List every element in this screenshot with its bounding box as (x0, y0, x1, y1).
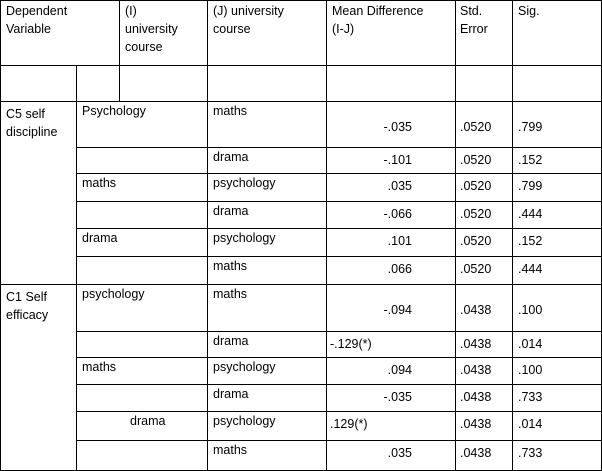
cell-mean-difference: -.101 (383, 153, 412, 167)
cell-sig: .152 (518, 234, 543, 248)
grid-line (76, 440, 602, 441)
grid-line (512, 0, 513, 471)
cell-std-error: .0520 (460, 153, 492, 167)
cell-std-error: .0438 (460, 390, 492, 404)
cell-std-error: .0438 (460, 337, 492, 351)
cell-mean-difference: .066 (387, 262, 412, 276)
cell-std-error: .0520 (460, 234, 492, 248)
cell-mean-difference: -.066 (383, 207, 412, 221)
header-j-course: (J) university course (213, 4, 284, 36)
cell-sig: .100 (518, 363, 543, 377)
cell-j-course: maths (213, 443, 248, 457)
grid-line (0, 0, 1, 471)
grid-line (119, 0, 120, 65)
cell-mean-difference: .101 (387, 234, 412, 248)
cell-i-course: psychology (82, 287, 145, 301)
cell-sig: .733 (518, 446, 543, 460)
cell-std-error: .0520 (460, 120, 492, 134)
cell-dependent-variable: C5 self discipline (6, 107, 58, 139)
grid-line (455, 0, 456, 471)
grid-line (76, 65, 77, 471)
grid-line (76, 256, 602, 257)
cell-j-course: maths (213, 104, 248, 118)
cell-mean-difference: .129(*) (330, 417, 368, 431)
cell-std-error: .0438 (460, 303, 492, 317)
cell-j-course: maths (213, 287, 248, 301)
grid-line (326, 0, 327, 471)
cell-i-course: maths (82, 176, 117, 190)
cell-sig: .444 (518, 207, 543, 221)
header-mean-difference: Mean Difference (I-J) (332, 4, 424, 36)
cell-mean-difference: .094 (387, 363, 412, 377)
cell-std-error: .0438 (460, 363, 492, 377)
cell-j-course: drama (213, 204, 249, 218)
header-sig: Sig. (518, 4, 540, 18)
cell-j-course: drama (213, 150, 249, 164)
cell-sig: .100 (518, 303, 543, 317)
cell-mean-difference: .035 (387, 179, 412, 193)
header-std-error: Std. Error (460, 4, 488, 36)
cell-std-error: .0520 (460, 262, 492, 276)
cell-j-course: psychology (213, 360, 276, 374)
cell-j-course: psychology (213, 176, 276, 190)
cell-j-course: psychology (213, 414, 276, 428)
cell-sig: .799 (518, 120, 543, 134)
cell-j-course: drama (213, 334, 249, 348)
cell-i-course: drama (130, 414, 166, 428)
cell-std-error: .0438 (460, 417, 492, 431)
cell-sig: .014 (518, 337, 543, 351)
grid-line (119, 65, 120, 101)
grid-line (76, 384, 602, 385)
grid-line (207, 0, 208, 471)
cell-std-error: .0520 (460, 179, 492, 193)
header-i-course: (I) university course (125, 4, 178, 54)
cell-i-course: Psychology (82, 104, 146, 118)
cell-sig: .444 (518, 262, 543, 276)
cell-mean-difference: -.035 (383, 390, 412, 404)
cell-mean-difference: -.035 (383, 120, 412, 134)
grid-line (76, 201, 602, 202)
cell-mean-difference: -.129(*) (330, 337, 372, 351)
cell-i-course: maths (82, 360, 117, 374)
cell-std-error: .0520 (460, 207, 492, 221)
cell-sig: .014 (518, 417, 543, 431)
cell-sig: .152 (518, 153, 543, 167)
cell-j-course: psychology (213, 231, 276, 245)
cell-mean-difference: -.094 (383, 303, 412, 317)
cell-sig: .799 (518, 179, 543, 193)
cell-i-course: drama (82, 231, 118, 245)
cell-sig: .733 (518, 390, 543, 404)
cell-mean-difference: .035 (387, 446, 412, 460)
cell-std-error: .0438 (460, 446, 492, 460)
cell-j-course: drama (213, 387, 249, 401)
cell-j-course: maths (213, 259, 248, 273)
cell-dependent-variable: C1 Self efficacy (6, 290, 49, 322)
grid-line (76, 331, 602, 332)
grid-line (76, 147, 602, 148)
header-dependent-variable: Dependent Variable (6, 4, 68, 36)
